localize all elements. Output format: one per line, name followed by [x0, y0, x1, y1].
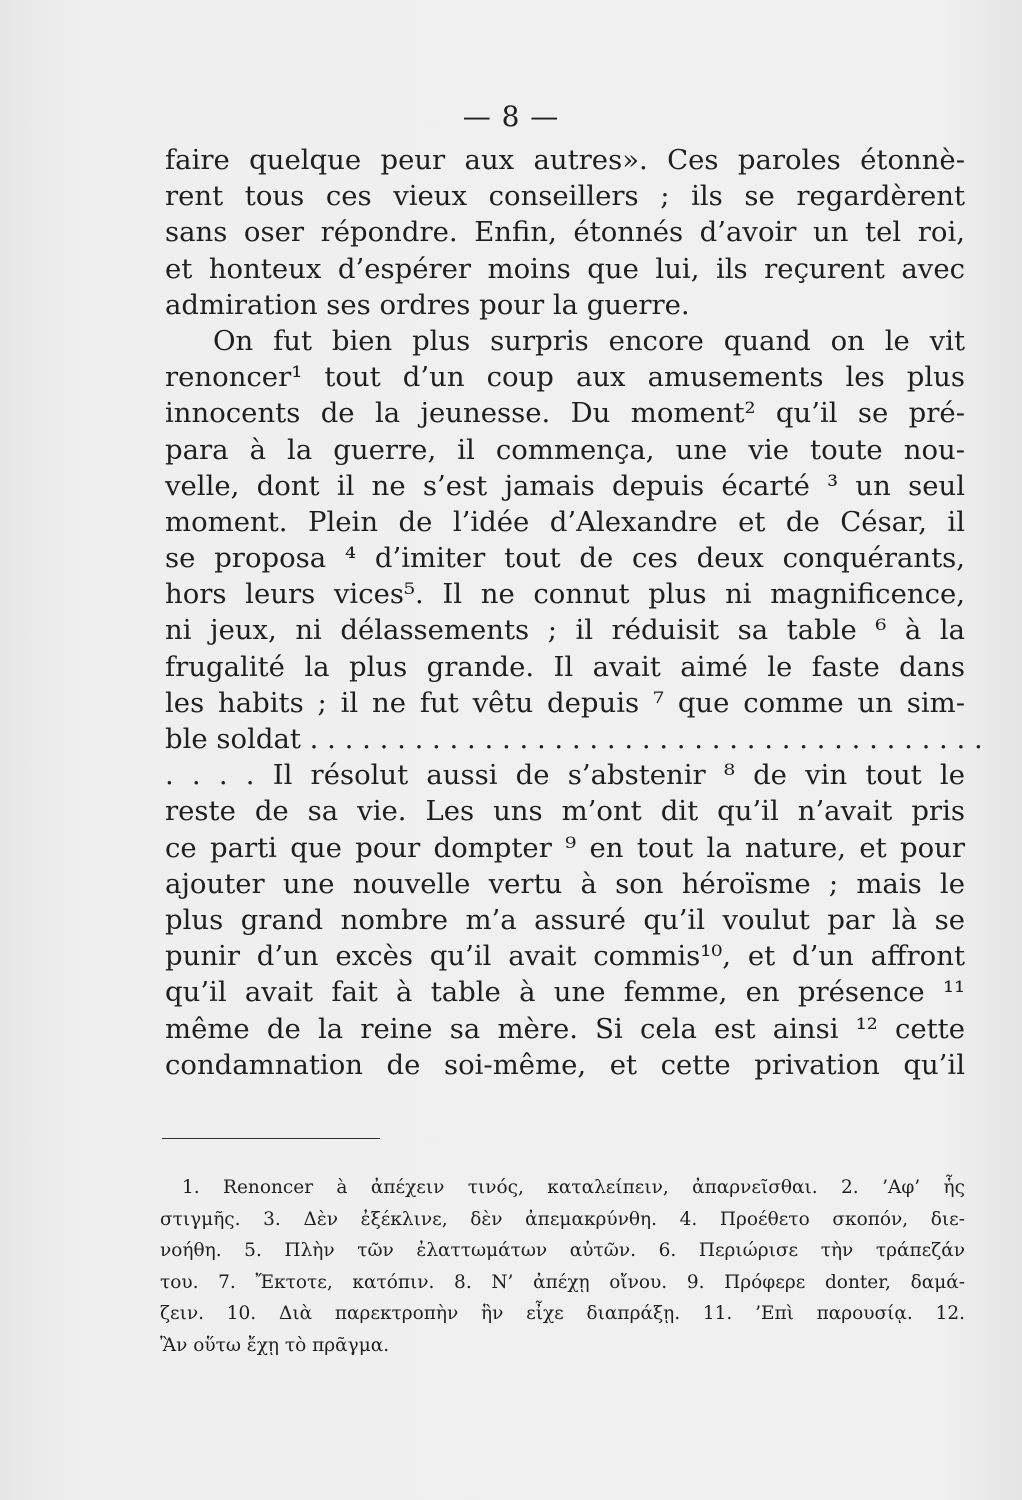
- footnote-line: ζειν. 10. Διὰ παρεκτροπὴν ἣν εἶχε διαπράξῃ. 11. ’Επὶ παρουσίᾳ. 12.: [160, 1303, 965, 1324]
- text-line: ble soldat . . . . . . . . . . . . . . . . . . . . . . . . . . . . . . . . . . . . . . .: [165, 723, 983, 755]
- text-line: ni jeux, ni délassements ; il réduisit sa table ⁶ à la: [165, 614, 965, 647]
- footnote-line: νοήθη. 5. Πλὴν τῶν ἐλαττωμάτων αὐτῶν. 6. Περιώρισε τὴν τράπεζάν: [160, 1240, 965, 1261]
- text-line: renoncer¹ tout d’un coup aux amusements les plus: [165, 361, 965, 394]
- text-line: même de la reine sa mère. Si cela est ainsi ¹² cette: [165, 1012, 965, 1045]
- text-line: hors leurs vices⁵. Il ne connut plus ni magnificence,: [165, 578, 965, 611]
- text-line: ce parti que pour dompter ⁹ en tout la nature, et pour: [165, 831, 965, 864]
- footnote-line: του. 7. Ἔκτοτε, κατόπιν. 8. Ν’ ἀπέχῃ οἴνου. 9. Πρόφερε donter, δαμά-: [160, 1271, 965, 1293]
- text-line: faire quelque peur aux autres». Ces paroles étonnè-: [165, 144, 965, 176]
- text-line: On fut bien plus surpris encore quand on le vit: [213, 324, 965, 357]
- text-line: admiration ses ordres pour la guerre.: [165, 288, 690, 321]
- text-line: reste de sa vie. Les uns m’ont dit qu’il n’avait pris: [165, 795, 965, 828]
- footnote-divider: [162, 1138, 380, 1139]
- text-line: velle, dont il ne s’est jamais depuis écarté ³ un seul: [165, 469, 965, 502]
- text-line: moment. Plein de l’idée d’Alexandre et de César, il: [165, 505, 965, 538]
- footnote-line: στιγμῆς. 3. Δὲν ἐξέκλινε, δὲν ἀπεμακρύνθη. 4. Προέθετο σκοπόν, διε-: [160, 1208, 965, 1230]
- text-line: condamnation de soi-même, et cette privation qu’il: [165, 1048, 965, 1081]
- text-line: ajouter une nouvelle vertu à son héroïsme ; mais le: [165, 867, 965, 900]
- text-line: rent tous ces vieux conseillers ; ils se regardèrent: [165, 180, 965, 213]
- body-text: [165, 142, 983, 1083]
- text-line: se proposa ⁴ d’imiter tout de ces deux conquérants,: [165, 542, 965, 575]
- text-line: frugalité la plus grande. Il avait aimé le faste dans: [165, 650, 965, 683]
- text-line: . . . . Il résolut aussi de s’abstenir ⁸ de vin tout le: [165, 759, 965, 792]
- text-line: innocents de la jeunesse. Du moment² qu’il se pré-: [165, 397, 965, 430]
- text-line: punir d’un excès qu’il avait commis¹⁰, et d’un affront: [165, 940, 965, 973]
- text-line: qu’il avait fait à table à une femme, en présence ¹¹: [165, 976, 965, 1009]
- text-line: plus grand nombre m’a assuré qu’il voulut par là se: [165, 903, 965, 936]
- footnotes: [160, 1172, 965, 1361]
- text-line: et honteux d’espérer moins que lui, ils reçurent avec: [165, 252, 965, 285]
- text-line: para à la guerre, il commença, une vie toute nou-: [165, 433, 965, 466]
- footnote-line: 1. Renoncer à ἀπέχειν τινός, καταλείπειν, ἀπαρνεῖσθαι. 2. ’Αφ’ ἧς: [182, 1177, 965, 1198]
- text-line: les habits ; il ne fut vêtu depuis ⁷ que comme un sim-: [165, 686, 965, 719]
- footnote-line: Ἂν οὕτω ἔχῃ τὸ πρᾶγμα.: [160, 1334, 390, 1356]
- page-number: — 8 —: [462, 100, 560, 133]
- text-line: sans oser répondre. Enfin, étonnés d’avoir un tel roi,: [165, 216, 965, 249]
